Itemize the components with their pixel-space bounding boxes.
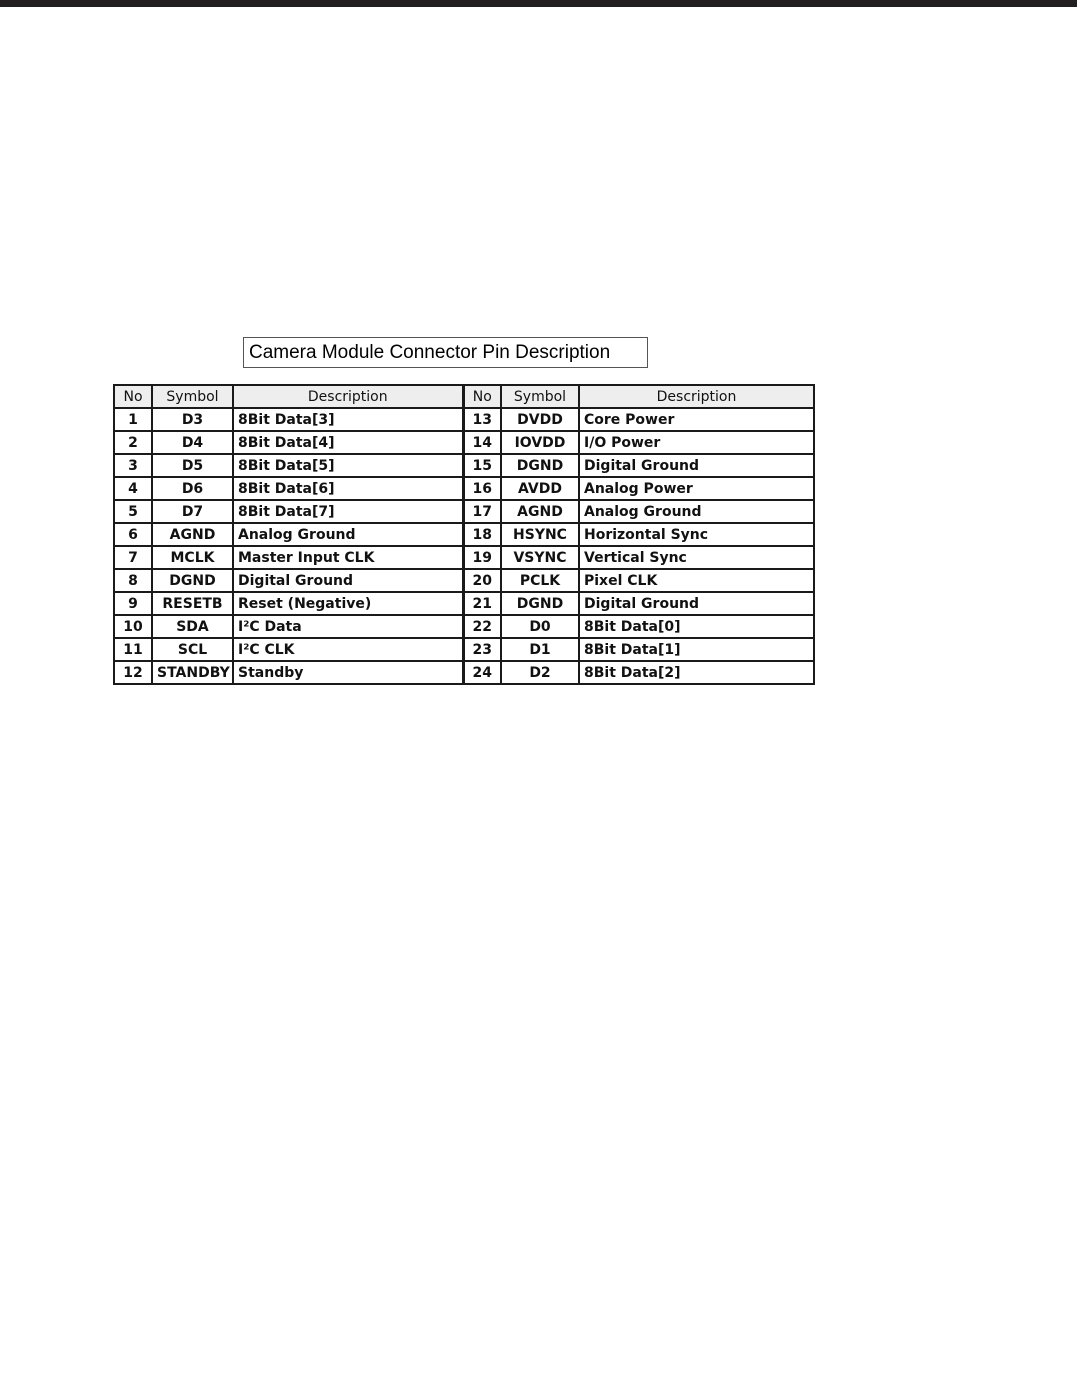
pin-symbol-cell: D0	[501, 615, 579, 638]
pin-description-cell: 8Bit Data[5]	[233, 454, 463, 477]
pin-symbol-cell: D5	[152, 454, 233, 477]
pin-number-cell: 11	[114, 638, 152, 661]
pin-description-cell: I²C Data	[233, 615, 463, 638]
pin-description-cell: 8Bit Data[6]	[233, 477, 463, 500]
pin-description-cell: 8Bit Data[1]	[579, 638, 814, 661]
pin-number-cell: 15	[463, 454, 501, 477]
table-caption: Camera Module Connector Pin Description	[243, 337, 648, 368]
pin-symbol-cell: PCLK	[501, 569, 579, 592]
pin-description-cell: Digital Ground	[579, 454, 814, 477]
pin-symbol-cell: SCL	[152, 638, 233, 661]
pin-symbol-cell: DGND	[152, 569, 233, 592]
pin-symbol-cell: D2	[501, 661, 579, 684]
header-no-left: No	[114, 385, 152, 408]
table-row	[114, 408, 814, 431]
header-symbol-right: Symbol	[501, 385, 579, 408]
pin-description-cell: Analog Ground	[579, 500, 814, 523]
pin-number-cell: 5	[114, 500, 152, 523]
pin-description-cell: 8Bit Data[3]	[233, 408, 463, 431]
pin-description-cell: Digital Ground	[233, 569, 463, 592]
pin-symbol-cell: STANDBY	[152, 661, 233, 684]
table-row	[114, 638, 814, 661]
pin-number-cell: 9	[114, 592, 152, 615]
pin-number-cell: 2	[114, 431, 152, 454]
pin-number-cell: 1	[114, 408, 152, 431]
pin-description-cell: Analog Power	[579, 477, 814, 500]
pin-description-cell: 8Bit Data[4]	[233, 431, 463, 454]
pin-description-cell: Horizontal Sync	[579, 523, 814, 546]
pin-symbol-cell: DGND	[501, 454, 579, 477]
table-row	[114, 615, 814, 638]
pin-description-cell: Standby	[233, 661, 463, 684]
table-row	[114, 431, 814, 454]
pin-description-cell: Analog Ground	[233, 523, 463, 546]
table-row	[114, 546, 814, 569]
pin-symbol-cell: D6	[152, 477, 233, 500]
pin-number-cell: 16	[463, 477, 501, 500]
table-row	[114, 661, 814, 684]
table-body	[114, 408, 814, 684]
pin-symbol-cell: AVDD	[501, 477, 579, 500]
pin-description-cell: Master Input CLK	[233, 546, 463, 569]
top-rule	[0, 0, 1077, 7]
pin-number-cell: 19	[463, 546, 501, 569]
pin-symbol-cell: D7	[152, 500, 233, 523]
table-row	[114, 523, 814, 546]
pin-number-cell: 3	[114, 454, 152, 477]
header-description-right: Description	[579, 385, 814, 408]
table-row	[114, 477, 814, 500]
pin-description-cell: Core Power	[579, 408, 814, 431]
pin-number-cell: 20	[463, 569, 501, 592]
pin-number-cell: 18	[463, 523, 501, 546]
pin-symbol-cell: D4	[152, 431, 233, 454]
pin-description-cell: Digital Ground	[579, 592, 814, 615]
pin-symbol-cell: SDA	[152, 615, 233, 638]
pin-number-cell: 10	[114, 615, 152, 638]
pin-number-cell: 13	[463, 408, 501, 431]
pin-number-cell: 6	[114, 523, 152, 546]
table-row	[114, 592, 814, 615]
table-row	[114, 454, 814, 477]
pin-symbol-cell: D3	[152, 408, 233, 431]
pin-description-table	[113, 384, 815, 685]
pin-symbol-cell: HSYNC	[501, 523, 579, 546]
pin-number-cell: 17	[463, 500, 501, 523]
pin-description-cell: 8Bit Data[0]	[579, 615, 814, 638]
pin-description-cell: Reset (Negative)	[233, 592, 463, 615]
pin-number-cell: 21	[463, 592, 501, 615]
pin-symbol-cell: DGND	[501, 592, 579, 615]
table-row	[114, 500, 814, 523]
pin-description-cell: I²C CLK	[233, 638, 463, 661]
pin-number-cell: 23	[463, 638, 501, 661]
header-no-right: No	[463, 385, 501, 408]
pin-description-cell: Vertical Sync	[579, 546, 814, 569]
pin-number-cell: 14	[463, 431, 501, 454]
pin-symbol-cell: D1	[501, 638, 579, 661]
pin-number-cell: 4	[114, 477, 152, 500]
pin-symbol-cell: VSYNC	[501, 546, 579, 569]
pin-symbol-cell: AGND	[501, 500, 579, 523]
pin-symbol-cell: DVDD	[501, 408, 579, 431]
pin-number-cell: 12	[114, 661, 152, 684]
header-description-left: Description	[233, 385, 463, 408]
pin-number-cell: 24	[463, 661, 501, 684]
table-row	[114, 569, 814, 592]
pin-symbol-cell: IOVDD	[501, 431, 579, 454]
pin-number-cell: 8	[114, 569, 152, 592]
pin-symbol-cell: RESETB	[152, 592, 233, 615]
pin-description-cell: 8Bit Data[2]	[579, 661, 814, 684]
pin-description-cell: I/O Power	[579, 431, 814, 454]
pin-symbol-cell: AGND	[152, 523, 233, 546]
table-header-row	[114, 385, 814, 408]
pin-description-cell: 8Bit Data[7]	[233, 500, 463, 523]
pin-number-cell: 22	[463, 615, 501, 638]
pin-number-cell: 7	[114, 546, 152, 569]
header-symbol-left: Symbol	[152, 385, 233, 408]
pin-symbol-cell: MCLK	[152, 546, 233, 569]
pin-description-cell: Pixel CLK	[579, 569, 814, 592]
